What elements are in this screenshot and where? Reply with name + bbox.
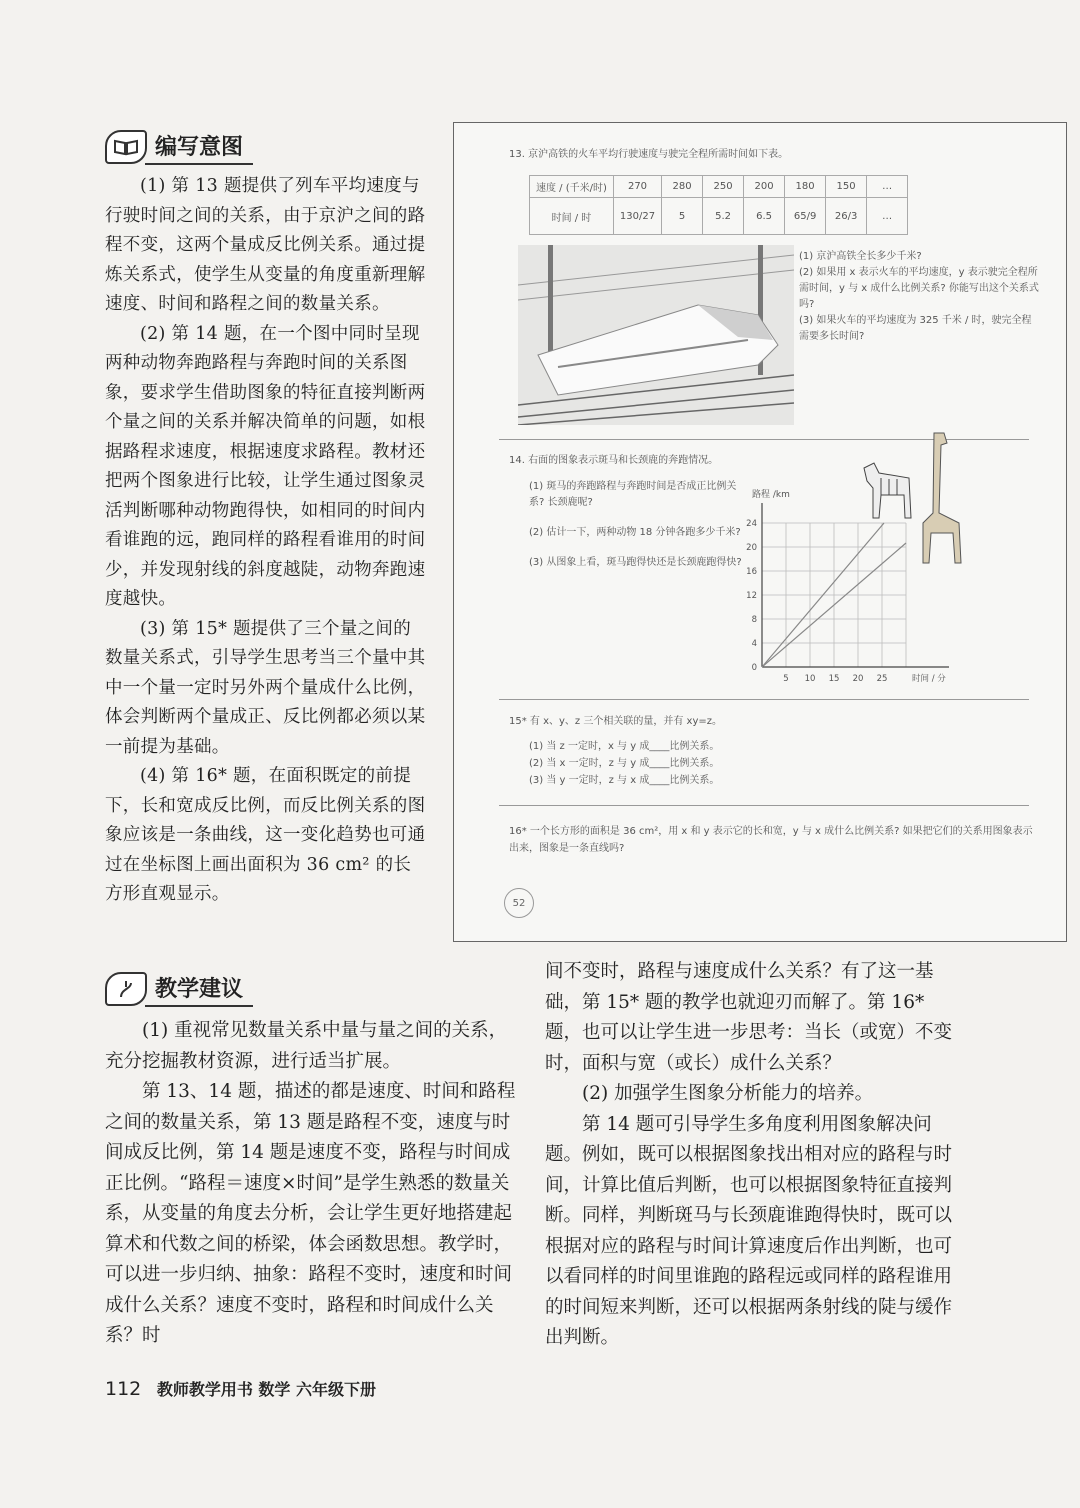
q13-questions (799, 249, 1039, 345)
table-cell: 150 (826, 176, 867, 198)
x-tick-label: 20 (852, 674, 864, 684)
x-tick-label: 5 (783, 674, 789, 684)
textbook-page-number: 52 (504, 888, 534, 918)
intent-paragraph: (4) 第 16* 题，在面积既定的前提下，长和宽成反比例，而反比例关系的图象应该是一条曲线，这一变化趋势也可通过在坐标图上画出面积为 36 cm² 的长方形直观显示。 (105, 766, 426, 904)
y-tick-label: 16 (746, 567, 757, 577)
distance-time-chart (744, 483, 959, 702)
list-item: (1) 京沪高铁全长多少千米? (799, 251, 922, 262)
teaching-paragraph: (1) 重视常见数量关系中量与量之间的关系，充分挖掘教材资源，进行适当扩展。 (105, 1020, 508, 1072)
table-cell: 200 (744, 176, 785, 198)
table-cell: 时间 / 时 (530, 198, 614, 235)
table-cell: 130/27 (613, 198, 661, 235)
list-item: (2) 当 x 一定时，z 与 y 成____比例关系。 (529, 758, 720, 769)
y-tick-label: 12 (746, 591, 757, 601)
table-cell: 速度 / (千米/时) (530, 176, 614, 198)
divider (499, 699, 1029, 700)
y-tick-label: 0 (751, 663, 757, 673)
x-tick-label: 15 (828, 674, 840, 684)
q15-block (509, 713, 1029, 789)
q13-title: 13. 京沪高铁的火车平均行驶速度与驶完全程所需时间如下表。 (509, 149, 789, 160)
intent-text (105, 172, 427, 910)
section-title: 教学建议 (145, 970, 253, 1007)
list-item: (1) 斑马的奔跑路程与奔跑时间是否成正比例关系? 长颈鹿呢? (529, 481, 737, 508)
y-tick-label: 4 (751, 639, 757, 649)
list-item: (3) 当 y 一定时，z 与 x 成____比例关系。 (529, 775, 720, 786)
x-tick-label: 10 (804, 674, 816, 684)
y-axis-label: 路程 /km (752, 490, 790, 500)
book-title: 教师教学用书 数学 六年级下册 (156, 1380, 376, 1399)
table-cell: 180 (785, 176, 826, 198)
table-cell: 5.2 (703, 198, 744, 235)
section-heading-intent (105, 128, 253, 165)
table-cell: 280 (662, 176, 703, 198)
table-cell: 65/9 (785, 198, 826, 235)
y-tick-label: 20 (746, 543, 757, 553)
table-cell: 270 (613, 176, 661, 198)
list-item: (3) 如果火车的平均速度为 325 千米 / 时，驶完全程需要多长时间? (799, 315, 1032, 342)
table-cell: 250 (703, 176, 744, 198)
lightbulb-icon (105, 972, 147, 1006)
table-cell: 5 (662, 198, 703, 235)
table-cell: … (867, 176, 908, 198)
table-cell: … (867, 198, 908, 235)
list-item: (3) 从图象上看，斑马跑得快还是长颈鹿跑得快? (529, 557, 742, 568)
page-footer (105, 1377, 376, 1400)
x-tick-label: 25 (876, 674, 888, 684)
y-tick-label: 8 (751, 615, 757, 625)
intent-paragraph: (2) 第 14 题，在一个图中同时呈现两种动物奔跑路程与奔跑时间的关系图象，要求学生借助图象的特征直接判断两个量之间的关系并解决简单的问题，如根据路程求速度，根据速度求路程。教材还把两个图象进行比较，让学生通过图象灵活判断哪种动物跑得快，如相同的时间内看谁跑的远，跑同样的路程看谁用的时间少，并发现射线的斜度越陡，动物奔跑速度越快。 (105, 323, 426, 609)
q15-title: 15* 有 x、y、z 三个相关联的量，并有 xy=z。 (509, 716, 722, 727)
chart-grid (762, 523, 906, 667)
teaching-paragraph: 间不变时，路程与速度成什么关系？有了这一基础，第 15* 题的教学也就迎刃而解了。第 16* 题，也可以让学生进一步思考：当长（或宽）不变时，面积与宽（或长）成什么关系？ (545, 961, 953, 1074)
train-illustration (518, 245, 794, 425)
section-heading-teaching (105, 970, 253, 1007)
teaching-left-column (105, 1016, 525, 1352)
book-icon (105, 130, 147, 164)
teaching-right-column (545, 957, 965, 1354)
speed-time-table (529, 175, 908, 235)
teaching-paragraph: 第 14 题可引导学生多角度利用图象解决问题。例如，既可以根据图象找出相对应的路程与时间，计算比值后判断，也可以根据图象特征直接判断。同样，判断斑马与长颈鹿谁跑得快时，既可以根据对应的路程与时间计算速度后作出判断，也可以看同样的时间里谁跑的路程远或同样的路程谁用的时间短来判断，还可以根据两条射线的陡与缓作出判断。 (545, 1113, 953, 1348)
table-row (530, 198, 908, 235)
q14-title: 14. 右面的图象表示斑马和长颈鹿的奔跑情况。 (509, 455, 719, 466)
intent-paragraph: (3) 第 15* 题提供了三个量之间的数量关系式，引导学生思考当三个量中其中一个量一定时另外两个量成什么比例，体会判断两个量成正、反比例都必须以某一前提为基础。 (105, 618, 426, 757)
x-axis-label: 时间 / 分 (912, 674, 946, 684)
q16-text: 16* 一个长方形的面积是 36 cm²，用 x 和 y 表示它的长和宽，y 与 x 成什么比例关系? 如果把它们的关系用图象表示出来，图象是一条直线吗? (509, 826, 1033, 854)
table-cell: 6.5 (744, 198, 785, 235)
textbook-excerpt (453, 122, 1067, 942)
y-tick-label: 24 (746, 519, 757, 529)
list-item: (2) 如果用 x 表示火车的平均速度，y 表示驶完全程所需时间，y 与 x 成什么比例关系? 你能写出这个关系式吗? (799, 267, 1039, 310)
page-number: 112 (105, 1378, 142, 1400)
table-cell: 26/3 (826, 198, 867, 235)
teaching-paragraph: 第 13、14 题，描述的都是速度、时间和路程之间的数量关系，第 13 题是路程不变，速度与时间成反比例，第 14 题是速度不变，路程与时间成正比例。“路程＝速度×时间”是学生熟悉的数量关系，从变量的角度去分析，会让学生更好地搭建起算术和代数之间的桥梁，体会函数思想。教学时，可以进一步归纳、抽象：路程不变时，速度和时间成什么关系？速度不变时，路程和时间成什么关系？时 (105, 1081, 516, 1346)
list-item: (2) 估计一下，两种动物 18 分钟各跑多少千米? (529, 527, 741, 538)
list-item: (1) 当 z 一定时，x 与 y 成____比例关系。 (529, 741, 720, 752)
teaching-paragraph: (2) 加强学生图象分析能力的培养。 (582, 1083, 874, 1104)
q14-questions (529, 479, 749, 585)
table-row (530, 176, 908, 198)
section-title: 编写意图 (145, 128, 253, 165)
divider (499, 805, 1029, 806)
intent-paragraph: (1) 第 13 题提供了列车平均速度与行驶时间之间的关系，由于京沪之间的路程不变，这两个量成反比例关系。通过提炼关系式，使学生从变量的角度重新理解速度、时间和路程之间的数量关系。 (105, 176, 426, 314)
